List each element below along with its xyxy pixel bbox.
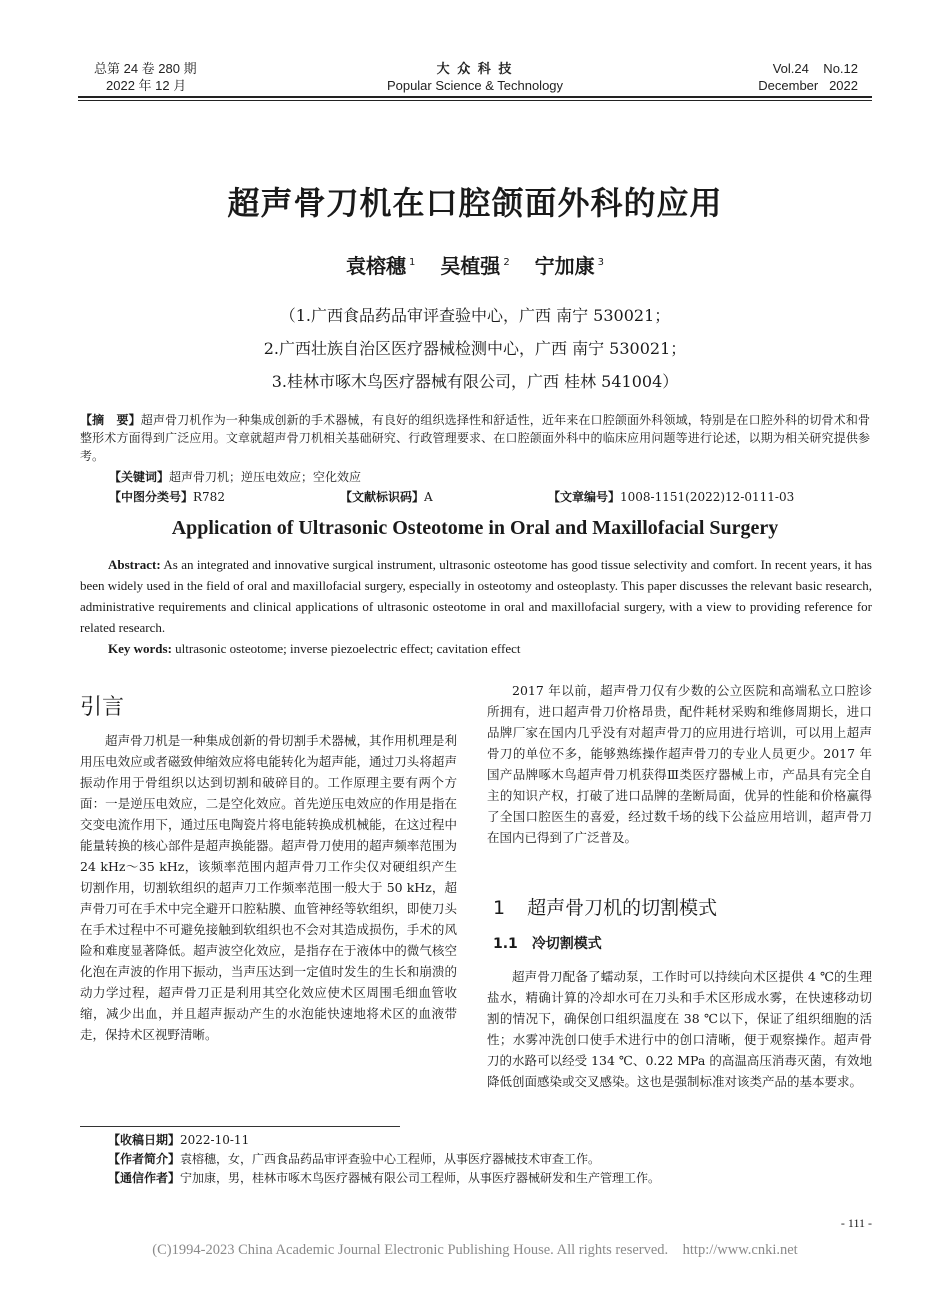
article-number (548, 488, 794, 506)
affiliation-line: 3.桂林市啄木鸟医疗器械有限公司，广西 桂林 541004） (271, 372, 679, 391)
abstract-cn-text: 超声骨刀机作为一种集成创新的手术器械，有良好的组织选择性和舒适性，近年来在口腔颌面外科领域，特别是在口腔外科的切骨术和骨整形术方面得到广泛应用。文章就超声骨刀机相关基础研究、行政管理要求、在口腔颌面外科中的临床应用问题等进行论述，以期为相关研究提供参考。 (80, 413, 870, 463)
copyright-notice: (C)1994-2023 China Academic Journal Electronic Publishing House. All rights reserved. http://www.cnki.net (152, 1242, 798, 1258)
english-title: Application of Ultrasonic Osteotome in Oral and Maxillofacial Surgery (171, 517, 779, 539)
section-heading-intro: 引言 (80, 695, 125, 720)
author-name: 袁榕穗 (345, 254, 406, 278)
header-journal (300, 60, 650, 94)
affiliation-line: 2.广西壮族自治区医疗器械检测中心，广西 南宁 530021； (263, 339, 687, 358)
right-column-body-2 (487, 966, 872, 1092)
footnote-label: 【作者简介】 (108, 1152, 181, 1166)
keywords-cn (109, 468, 869, 486)
footnote-author-bio (108, 1150, 872, 1169)
right-column-body (487, 680, 872, 848)
header-vol-no: Vol.24 No.12 (772, 61, 858, 76)
subsection-heading-1-1 (493, 933, 602, 953)
subsection-title: 冷切割模式 (531, 936, 602, 952)
affiliation-line: （1.广西食品药品审评查验中心，广西 南宁 530021； (279, 306, 671, 325)
abstract-cn (80, 411, 870, 465)
doc-code-value: A (424, 490, 433, 504)
doc-code-label: 【文献标识码】 (340, 490, 425, 504)
footnotes (108, 1131, 872, 1188)
header-month-year: December 2022 (758, 78, 858, 93)
doc-code (340, 488, 433, 506)
clc-value: R782 (193, 490, 225, 504)
section-title: 超声骨刀机的切割模式 (527, 897, 718, 919)
footnote-corresponding (108, 1169, 872, 1188)
author-name: 吴植强 (440, 254, 501, 278)
keywords-en-label: Key words: (108, 641, 172, 656)
header-rule-thick (78, 96, 872, 98)
subsection-number: 1.1 (493, 936, 518, 952)
abstract-en-text: As an integrated and innovative surgical instrument, ultrasonic osteotome has good tissue selectivity and comfort. In recent years, it has been widely used in the field of oral and maxillofacial surgery, especially in osteotomy and osteoplasty. This paper discusses the relevant basic research, administrative requirements and clinical applications of ultrasonic osteotome in oral and maxillofacial surgery, with a view to providing reference for related research. (80, 557, 872, 635)
clc-number (109, 488, 225, 506)
authors (0, 250, 950, 279)
author-name: 宁加康 (534, 254, 595, 278)
left-column-body (80, 730, 457, 1045)
article-number-label: 【文章编号】 (548, 490, 621, 504)
clc-label: 【中图分类号】 (109, 490, 194, 504)
footnote-label: 【通信作者】 (108, 1171, 181, 1185)
header-volume: 总第 24 卷 280 期 (94, 61, 197, 76)
header-rule-thin (78, 100, 872, 101)
abstract-en (80, 554, 872, 638)
author-sup: 3 (597, 257, 605, 268)
section-number: 1 (493, 897, 506, 919)
footnote-text: 袁榕穗，女，广西食品药品审评查验中心工程师，从事医疗器械技术审查工作。 (180, 1152, 601, 1166)
header-volume-info (94, 60, 197, 94)
journal-name-en: Popular Science & Technology (386, 78, 564, 93)
header-issue-info (700, 60, 858, 94)
right-paragraph-1: 2017 年以前，超声骨刀仅有少数的公立医院和高端私立口腔诊所拥有，进口超声骨刀价格昂贵，配件耗材采购和维修周期长，进口品牌厂家在国内几乎没有对超声骨刀的应用进行培训，可以用上超声骨刀的单位不多，能够熟练操作超声骨刀的专业人员更少。2017 年国产品牌啄木鸟超声骨刀机获得Ⅲ类医疗器械上市，产品具有完全自主的知识产权，打破了进口品牌的垄断局面，优异的性能和价格赢得了全国口腔医生的喜爱，经过数千场的线下公益应用培训，超声骨刀在国内已得到了广泛普及。 (487, 683, 872, 845)
footnote-text: 宁加康，男，桂林市啄木鸟医疗器械有限公司工程师，从事医疗器械研发和生产管理工作。 (180, 1171, 661, 1185)
right-paragraph-2: 超声骨刀配备了蠕动泵，工作时可以持续向术区提供 4 ℃的生理盐水，精确计算的冷却水可在刀头和手术区形成水雾，在快速移动切割的情况下，确保创口组织温度在 38 ℃以下，保证了组织细胞的活性；水雾冲洗创口使手术进行中的创口清晰，便于观察操作。超声骨刀的水路可以经受 134 ℃、0.22 MPa 的高温高压消毒灭菌，有效地降低创面感染或交叉感染。这也是强制标准对该类产品的基本要求。 (487, 969, 872, 1089)
keywords-cn-text: 超声骨刀机；逆压电效应；空化效应 (169, 470, 362, 484)
keywords-cn-label: 【关键词】 (109, 470, 170, 484)
footnote-received (108, 1131, 872, 1150)
footnote-text: 2022-10-11 (180, 1133, 250, 1147)
footnote-rule (80, 1126, 400, 1127)
author-sup: 1 (408, 257, 416, 268)
author-sup: 2 (503, 257, 510, 268)
header-date: 2022 年 12 月 (106, 78, 187, 93)
journal-name-cn: 大 众 科 技 (436, 61, 514, 76)
article-number-value: 1008-1151(2022)12-0111-03 (620, 490, 795, 504)
keywords-en-text: ultrasonic osteotome; inverse piezoelectric effect; cavitation effect (171, 641, 521, 656)
page-number: - 111 - (840, 1216, 872, 1230)
abstract-en-label: Abstract: (108, 557, 161, 572)
keywords-en (108, 638, 868, 659)
intro-paragraph: 超声骨刀机是一种集成创新的骨切割手术器械，其作用机理是利用压电效应或者磁致伸缩效应将电能转化为超声能，通过刀头将超声振动作用于骨组织以达到切割和破碎目的。工作原理主要有两个方面：一是逆压电效应，二是空化效应。首先逆压电效应的作用是指在交变电流作用下，通过压电陶瓷片将电能转换成机械能，在这过程中能量转换的核心部件是超声换能器。超声骨刀使用的超声频率范围为 24 kHz～35 kHz，该频率范围内超声骨刀工作尖仅对硬组织产生切割作用，切割软组织的超声刀工作频率范围一般大于 50 kHz，超声骨刀可在手术中完全避开口腔粘膜、血管神经等软组织，即使刀头在手术过程中不可避免接触到软组织也不会对其造成损伤，手术的风险和难度显著降低。超声波空化效应，是指存在于液体中的微气核空化泡在声波的作用下振动，当声压达到一定值时发生的生长和崩溃的动力学过程，超声骨刀正是利用其空化效应使术区周围毛细血管收缩，减少出血，并且超声振动产生的水泡能快速地将术区的血液带走，保持术区视野清晰。 (80, 733, 457, 1042)
section-heading-1 (493, 893, 717, 920)
abstract-cn-label: 【摘 要】 (80, 413, 141, 427)
footnote-label: 【收稿日期】 (108, 1133, 181, 1147)
page-title: 超声骨刀机在口腔颌面外科的应用 (227, 184, 723, 222)
